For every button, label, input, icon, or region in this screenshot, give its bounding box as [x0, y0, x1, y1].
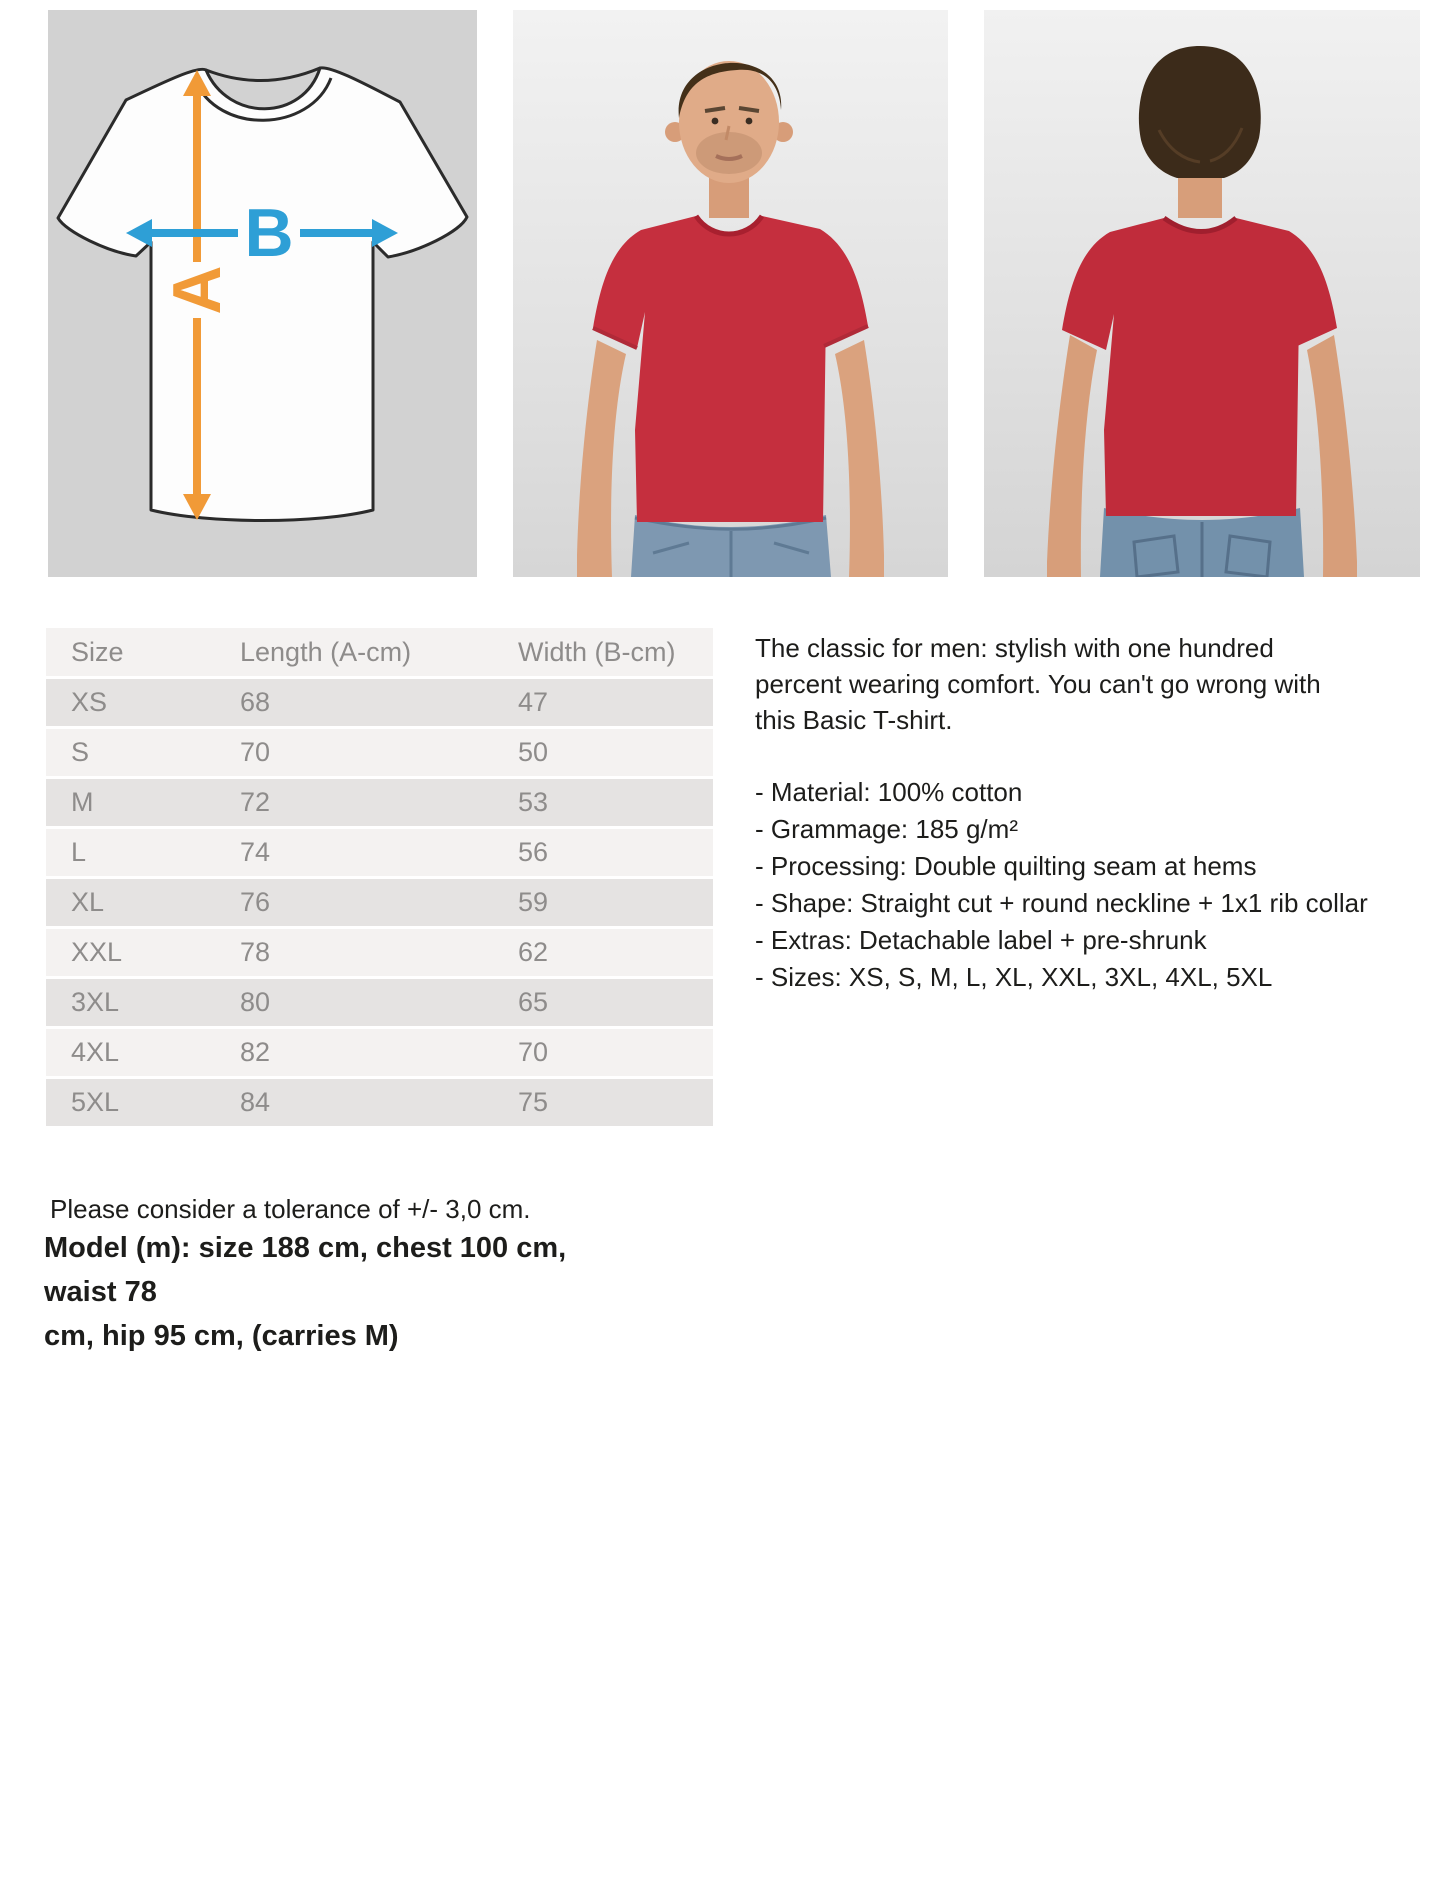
cell-width: 47 [518, 679, 713, 729]
cell-size: XS [46, 679, 240, 729]
description-intro-line: The classic for men: stylish with one hundred [755, 633, 1274, 663]
tshirt-measurement-diagram [48, 10, 477, 577]
cell-length: 84 [240, 1079, 518, 1129]
table-row-s [46, 729, 713, 779]
label-a: A [159, 265, 235, 315]
description-bullet-list [755, 774, 1415, 996]
cell-length: 80 [240, 979, 518, 1029]
cell-width: 50 [518, 729, 713, 779]
cell-size: S [46, 729, 240, 779]
cell-size: XL [46, 879, 240, 929]
beard-shadow [696, 132, 762, 174]
right-eye [746, 118, 753, 125]
table-row-l [46, 829, 713, 879]
table-row-3xl [46, 979, 713, 1029]
bullet-shape: - Shape: Straight cut + round neckline + 1x1 rib collar [755, 888, 1368, 918]
cell-length: 76 [240, 879, 518, 929]
model-measurements-line: Model (m): size 188 cm, chest 100 cm, waist 78 [44, 1232, 567, 1308]
cell-size: 4XL [46, 1029, 240, 1079]
table-row-m [46, 779, 713, 829]
cell-size: 3XL [46, 979, 240, 1029]
back-model-illustration [984, 10, 1420, 577]
table-row-xs [46, 679, 713, 729]
left-eye [712, 118, 719, 125]
cell-length: 78 [240, 929, 518, 979]
cell-width: 70 [518, 1029, 713, 1079]
model-back-photo [984, 10, 1420, 577]
tshirt-diagram-illustration [48, 10, 477, 577]
bullet-material: - Material: 100% cotton [755, 777, 1023, 807]
cell-length: 68 [240, 679, 518, 729]
cell-length: 82 [240, 1029, 518, 1079]
table-row-4xl [46, 1029, 713, 1079]
table-row-5xl [46, 1079, 713, 1129]
cell-length: 74 [240, 829, 518, 879]
model-measurements-line: cm, hip 95 cm, (carries M) [44, 1320, 399, 1352]
front-model-illustration [513, 10, 948, 577]
footnote [44, 1192, 644, 1358]
cell-width: 56 [518, 829, 713, 879]
bullet-grammage: - Grammage: 185 g/m² [755, 814, 1018, 844]
hair-back [1139, 46, 1261, 178]
cell-size: L [46, 829, 240, 879]
description-intro-line: this Basic T-shirt. [755, 705, 953, 735]
header-width: Width (B-cm) [518, 628, 713, 679]
header-length: Length (A-cm) [240, 628, 518, 679]
cell-length: 70 [240, 729, 518, 779]
cell-size: M [46, 779, 240, 829]
table-row-xxl [46, 929, 713, 979]
description-intro-line: percent wearing comfort. You can't go wrong with [755, 669, 1321, 699]
cell-size: 5XL [46, 1079, 240, 1129]
model-front-photo [513, 10, 948, 577]
bullet-sizes: - Sizes: XS, S, M, L, XL, XXL, 3XL, 4XL, 5XL [755, 962, 1273, 992]
bullet-extras: - Extras: Detachable label + pre-shrunk [755, 925, 1207, 955]
spacer [755, 738, 1415, 774]
label-b: B [244, 195, 294, 271]
product-description [755, 630, 1415, 996]
cell-length: 72 [240, 779, 518, 829]
bullet-processing: - Processing: Double quilting seam at hems [755, 851, 1257, 881]
cell-width: 53 [518, 779, 713, 829]
cell-width: 59 [518, 879, 713, 929]
cell-size: XXL [46, 929, 240, 979]
cell-width: 75 [518, 1079, 713, 1129]
table-row-xl [46, 879, 713, 929]
cell-width: 62 [518, 929, 713, 979]
size-table [46, 628, 713, 1129]
tolerance-note: Please consider a tolerance of +/- 3,0 cm. [50, 1194, 531, 1224]
cell-width: 65 [518, 979, 713, 1029]
size-table-header-row [46, 628, 713, 679]
header-size: Size [46, 628, 240, 679]
